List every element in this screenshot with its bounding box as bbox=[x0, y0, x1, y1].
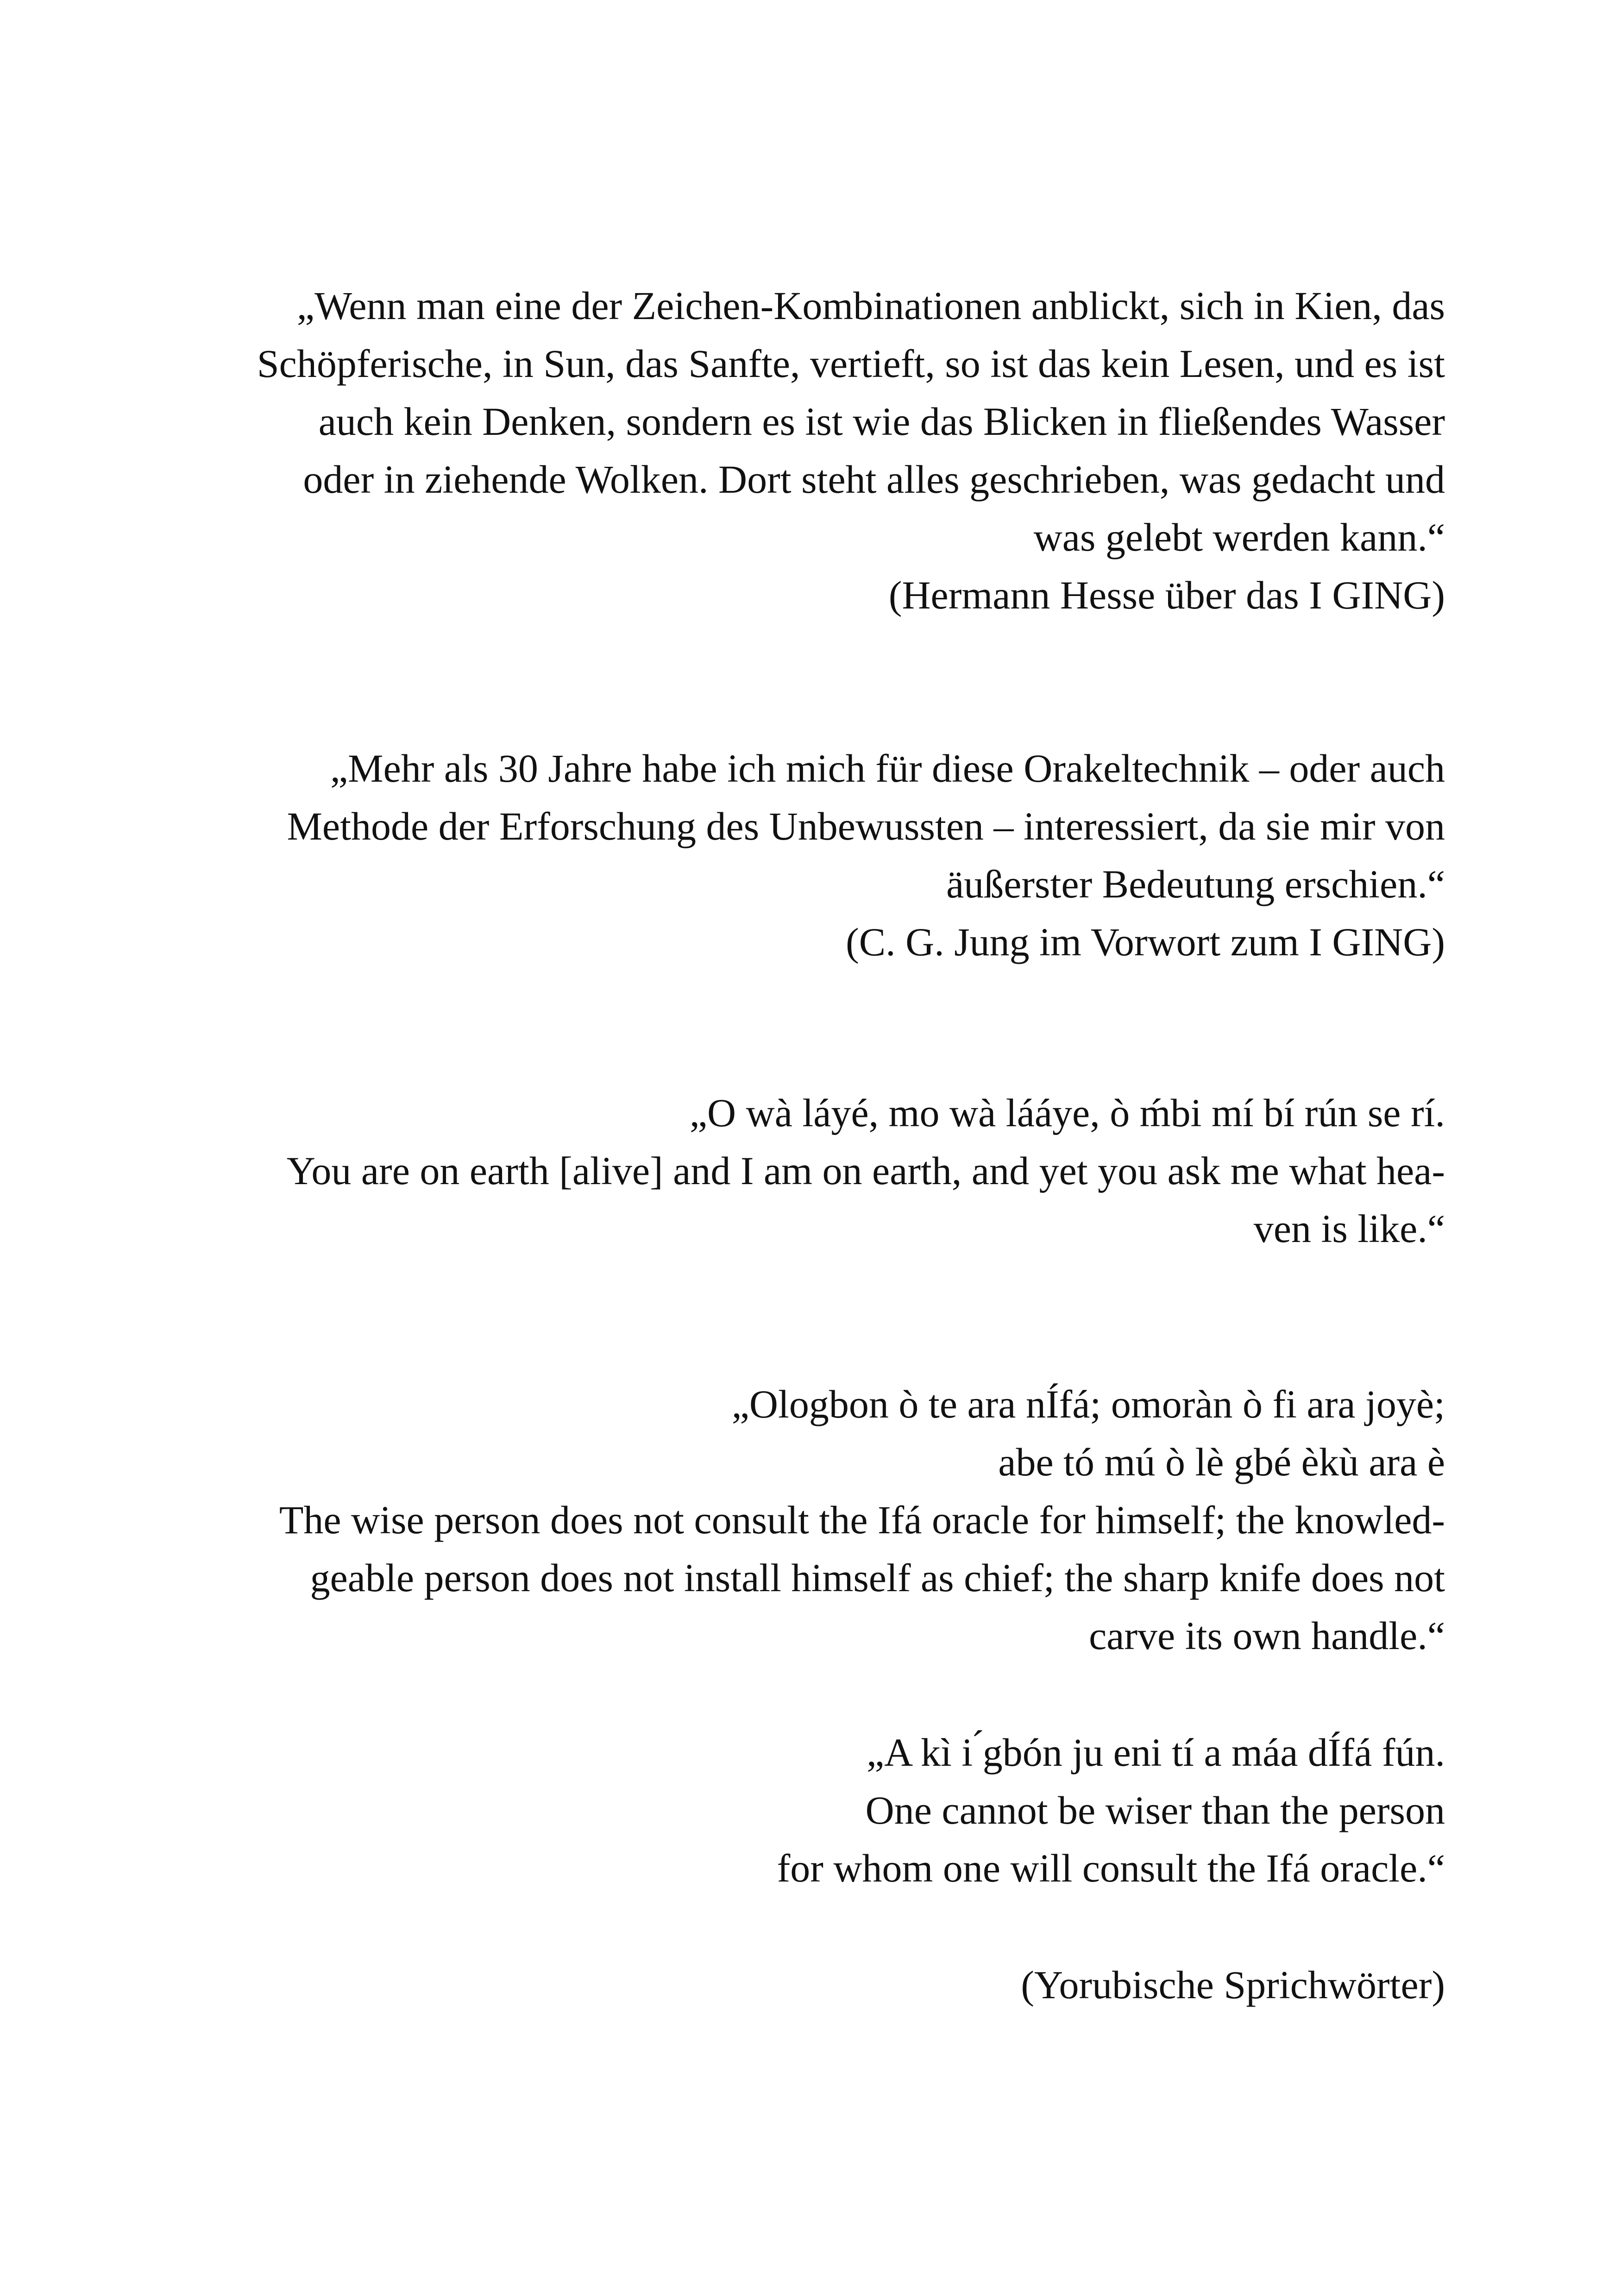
yoruba-attribution bbox=[1021, 1956, 1445, 2014]
quote-line: „Wenn man eine der Zeichen-Kombinationen anblickt, sich in Kien, das bbox=[296, 283, 1445, 328]
quote-line: oder in ziehende Wolken. Dort steht alles geschrieben, was gedacht und bbox=[303, 457, 1445, 502]
quote-line: auch kein Denken, sondern es ist wie das Blicken in fließendes Wasser bbox=[318, 399, 1445, 444]
quote-line: äußerster Bedeutung erschien.“ bbox=[946, 862, 1445, 906]
quote-line: ven is like.“ bbox=[1253, 1206, 1445, 1251]
quote-yoruba-wiser bbox=[777, 1724, 1445, 1897]
quote-line: You are on earth [alive] and I am on earth, and yet you ask me what hea- bbox=[286, 1148, 1445, 1193]
quote-line: carve its own handle.“ bbox=[1089, 1613, 1445, 1658]
quote-line: The wise person does not consult the Ifá oracle for himself; the knowled- bbox=[279, 1498, 1445, 1542]
quote-yoruba-heaven bbox=[287, 1084, 1445, 1258]
quote-hesse bbox=[257, 277, 1445, 624]
quote-line: One cannot be wiser than the person bbox=[865, 1788, 1445, 1832]
quote-attribution: (C. G. Jung im Vorwort zum I GING) bbox=[846, 920, 1445, 964]
quote-attribution: (Hermann Hesse über das I GING) bbox=[888, 573, 1445, 617]
quote-attribution: (Yorubische Sprichwörter) bbox=[1021, 1963, 1445, 2007]
quote-line: Schöpferische, in Sun, das Sanfte, vertieft, so ist das kein Lesen, und es ist bbox=[257, 341, 1445, 386]
quote-line: Methode der Erforschung des Unbewussten – interessiert, da sie mir von bbox=[287, 804, 1445, 848]
quote-line: was gelebt werden kann.“ bbox=[1033, 515, 1445, 559]
quote-line: „A kì i ́gbón ju eni tí a máa dÍfá fún. bbox=[866, 1730, 1445, 1775]
quote-yoruba-wise-person bbox=[279, 1375, 1445, 1665]
quote-line: „Ologbon ò te ara nÍfá; omoràn ò fi ara joyè; bbox=[731, 1382, 1445, 1426]
quote-jung bbox=[287, 740, 1445, 971]
quote-line: for whom one will consult the Ifá oracle.“ bbox=[777, 1846, 1445, 1890]
quote-line: „O wà láyé, mo wà lááye, ò ḿbi mí bí rún se rí. bbox=[689, 1091, 1445, 1135]
quote-line: geable person does not install himself as chief; the sharp knife does not bbox=[310, 1556, 1445, 1600]
quote-line: „Mehr als 30 Jahre habe ich mich für diese Orakeltechnik – oder auch bbox=[330, 746, 1445, 790]
quote-line: abe tó mú ò lè gbé èkù ara è bbox=[998, 1440, 1445, 1484]
